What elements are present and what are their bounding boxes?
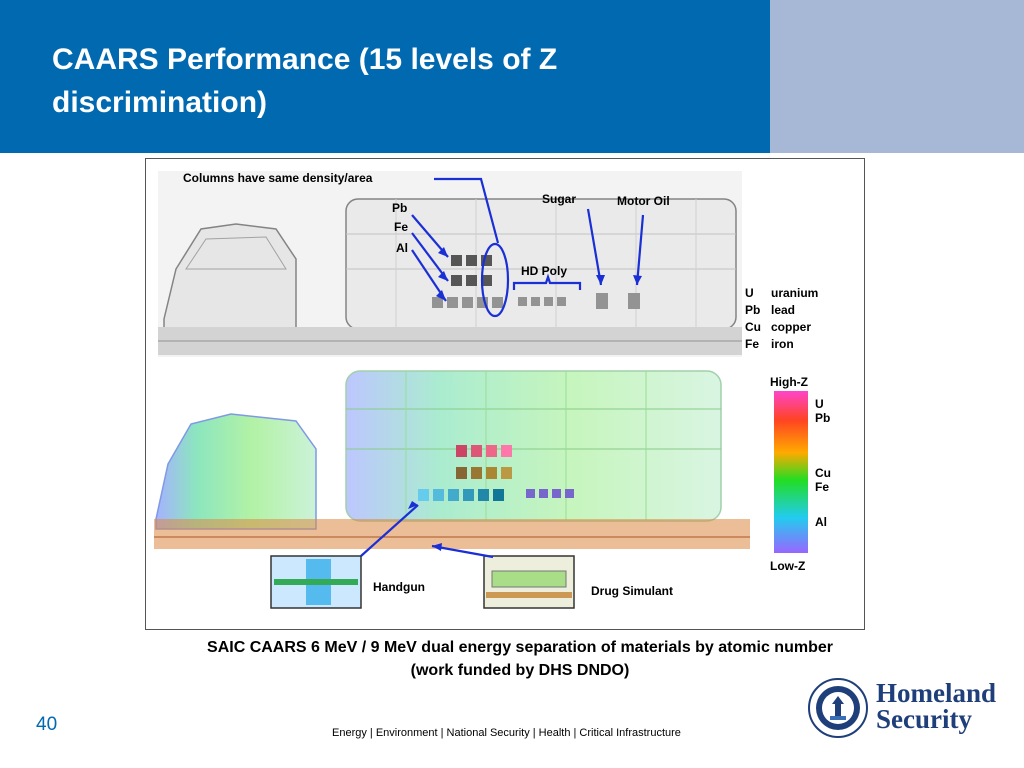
scan-figure <box>145 158 865 630</box>
color-xray <box>154 364 750 550</box>
handgun-label: Handgun <box>373 580 425 594</box>
z-mark-u: U <box>815 397 824 411</box>
legend-item: U uranium <box>745 286 819 300</box>
page-number: 40 <box>36 714 58 735</box>
footer-text: Energy | Environment | National Security | Health | Critical Infrastructure <box>332 727 681 739</box>
slide-title: CAARS Performance (15 levels of Z discrimination) <box>52 43 558 119</box>
scan-graphic <box>146 159 866 631</box>
z-mark-cu: Cu <box>815 466 831 480</box>
figure-caption <box>100 636 940 682</box>
pb-label: Pb <box>392 201 408 215</box>
z-mark-pb: Pb <box>815 411 831 425</box>
high-z-label: High-Z <box>770 375 808 389</box>
motor-oil-label: Motor Oil <box>617 194 670 208</box>
sugar-label: Sugar <box>542 192 577 206</box>
hd-poly-label: HD Poly <box>521 264 568 278</box>
drug-simulant-label: Drug Simulant <box>591 584 674 598</box>
z-mark-fe: Fe <box>815 480 830 494</box>
z-scale-bar <box>774 391 808 553</box>
z-mark-al: Al <box>815 515 827 529</box>
homeland-security-logo: Homeland Security <box>876 678 997 734</box>
drug-simulant-inset <box>484 556 574 608</box>
al-label: Al <box>396 241 408 255</box>
legend-item: Fe iron <box>745 337 794 351</box>
legend-item: Pb lead <box>745 303 796 317</box>
title-banner-accent <box>770 0 1024 153</box>
handgun-inset <box>271 556 361 608</box>
dhs-seal-icon <box>808 678 868 738</box>
caption-line-2: (work funded by DHS DNDO) <box>410 662 630 679</box>
legend-item: Cu copper <box>745 320 812 334</box>
fe-label: Fe <box>394 220 409 234</box>
caption-line-1: SAIC CAARS 6 MeV / 9 MeV dual energy separation of materials by atomic number <box>207 639 833 656</box>
columns-callout: Columns have same density/area <box>183 171 373 185</box>
low-z-label: Low-Z <box>770 559 806 573</box>
